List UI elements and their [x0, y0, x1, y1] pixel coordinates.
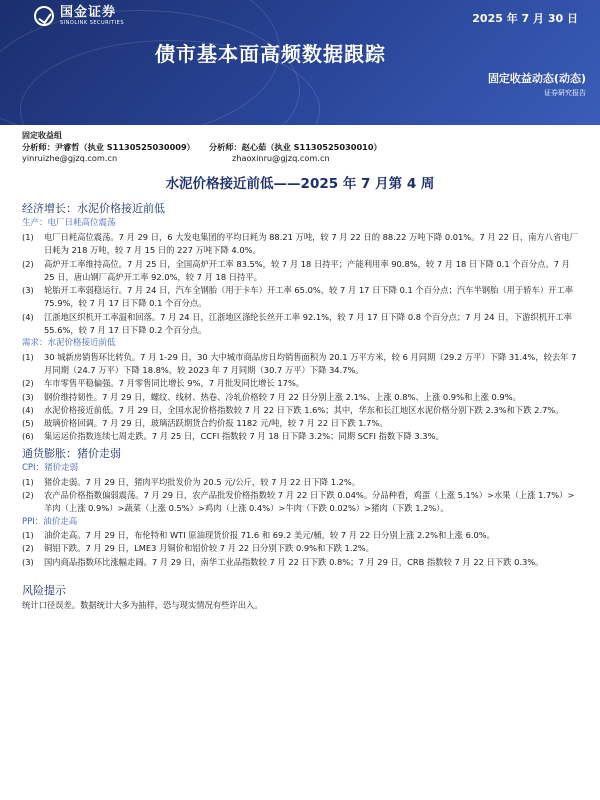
subsection-heading: 生产：电厂日耗高位震荡 — [22, 218, 116, 229]
report-content — [0, 128, 600, 611]
item-number: (1) — [22, 476, 34, 487]
item-number: (1) — [22, 232, 34, 243]
item-number: (2) — [22, 543, 34, 554]
research-group: 固定收益组 — [22, 131, 62, 140]
list-item — [22, 231, 578, 258]
item-number: (4) — [22, 404, 34, 415]
item-text: 车市零售平稳偏强。7 月零售同比增长 9%，7 月批发同比增长 17%。 — [44, 378, 305, 389]
item-number: (5) — [22, 418, 34, 429]
list-item — [22, 542, 578, 555]
list-item — [22, 284, 578, 311]
item-number: (2) — [22, 378, 34, 389]
report-type: 证券研究报告 — [544, 89, 586, 97]
report-category: 固定收益动态(动态) — [487, 72, 586, 85]
item-number: (3) — [22, 391, 34, 402]
item-text: 铜铝下跌。7 月 29 日，LME3 月铜价和铝价较 7 月 22 日分别下跌 0.9%和下跌 1.2%。 — [44, 543, 374, 554]
list-item — [22, 476, 578, 489]
item-text: 集运运价指数连续七周走跌。7 月 25 日，CCFI 指数较 7 月 18 日下降 3.2%；同期 SCFI 指数下降 3.3%。 — [44, 431, 444, 442]
item-number: (6) — [22, 431, 34, 442]
subsection-heading: PPI：油价走高 — [22, 516, 78, 527]
item-text: 猪价走弱。7 月 29 日，猪肉平均批发价为 20.5 元/公斤，较 7 月 22 日下降 1.2%。 — [44, 476, 361, 487]
item-text: 电厂日耗高位震荡。7 月 29 日，6 大发电集团的平均日耗为 88.21 万吨，较 7 月 22 日的 88.22 万吨下降 0.01%。7 月 22 日，南方八省电厂日耗为 218 万吨，较 7 月 15 日的 227 万吨下降 4.0%。 — [44, 232, 578, 256]
section-heading: 经济增长：水泥价格接近前低 — [22, 201, 165, 215]
item-text: 30 城新房销售环比转负。7 月 1-29 日，30 大中城市商品房日均销售面积为 20.1 万平方米，较 6 月同期（29.2 万平）下降 31.4%，较去年 7 月同期（24.7 万平）下降 18.8%，较 2023 年 7 月同期（30.7 万平）下降 34.7%。 — [44, 351, 577, 376]
banner-title: 债市基本面高频数据跟踪 — [155, 42, 386, 66]
report-date: 2025 年 7 月 30 日 — [472, 12, 578, 25]
item-number: (2) — [22, 489, 34, 500]
subsection-heading: 需求：水泥价格接近前低 — [22, 338, 116, 349]
item-text: 国内商品指数环比涨幅走阔。7 月 29 日，南华工业品指数较 7 月 22 日下跌 0.8%；7 月 29 日，CRB 指数较 7 月 22 日下跌 0.3%。 — [44, 556, 544, 567]
analyst-1: 分析师：尹睿哲（执业 S1130525030009） — [22, 141, 195, 152]
item-number: (2) — [22, 258, 34, 269]
list-item — [22, 430, 578, 443]
list-item — [22, 391, 578, 404]
analyst-2: 分析师：赵心茹（执业 S1130525030010） — [208, 141, 382, 152]
logo-name: 国金证券 — [60, 5, 117, 20]
logo-english-name: SINOLINK SECURITIES — [60, 20, 124, 26]
item-number: (4) — [22, 311, 34, 322]
item-text: 轮胎开工率弱稳运行。7 月 24 日，汽车全钢胎（用于卡车）开工率 65.0%，较 7 月 17 日下降 0.1 个百分点；汽车半钢胎（用于轿车）开工率 75.9%，较 7 月 17 日下降 0.1 个百分点。 — [44, 285, 574, 309]
report-title: 水泥价格接近前低——2025 年 7 月第 4 周 — [165, 176, 435, 193]
item-text: 钢价维持韧性。7 月 29 日，螺纹、线材、热卷、冷轧价格较 7 月 22 日分别上涨 2.1%、上涨 0.8%、上涨 0.9%和上涨 0.9%。 — [44, 391, 521, 402]
list-item — [22, 417, 578, 430]
list-item — [22, 258, 578, 285]
risk-text: 统计口径误差。数据统计大多为抽样，恐与现实情况有些许出入。 — [22, 599, 263, 610]
header-banner — [0, 0, 600, 125]
analyst-2-email[interactable]: zhaoxinru@gjzq.com.cn — [232, 153, 330, 164]
section-heading: 通货膨胀：猪价走弱 — [22, 446, 121, 460]
analyst-row — [22, 142, 578, 154]
logo-icon — [34, 6, 54, 26]
list-item — [22, 556, 578, 569]
item-number: (3) — [22, 556, 34, 567]
analyst-1-email[interactable]: yinruizhe@gjzq.com.cn — [22, 153, 118, 164]
item-number: (1) — [22, 351, 34, 362]
risk-heading: 风险提示 — [22, 583, 66, 597]
list-item — [22, 311, 578, 338]
list-item — [22, 377, 578, 390]
item-text: 油价走高。7 月 29 日，布伦特和 WTI 原油现货价报 71.6 和 69.2 美元/桶，较 7 月 22 日分别上涨 2.2%和上涨 6.0%。 — [44, 530, 495, 541]
list-item — [22, 404, 578, 417]
item-text: 高炉开工率维持高位。7 月 25 日，全国高炉开工率 83.5%，较 7 月 18 日持平；产能利用率 90.8%，较 7 月 18 日下降 0.1 个百分点。7 月 25 日，唐山钢厂高炉开工率 92.0%，较 7 月 18 日持平。 — [44, 258, 570, 282]
item-number: (3) — [22, 285, 34, 296]
list-item — [22, 489, 578, 516]
company-logo — [34, 6, 124, 26]
item-text: 江浙地区织机开工率温和回落。7 月 24 日，江浙地区涤纶长丝开工率 92.1%，较 7 月 17 日下降 0.8 个百分点；7 月 24 日，下游织机开工率 55.6%，较 7 月 17 日下降 0.2 个百分点。 — [44, 311, 572, 335]
subsection-heading: CPI：猪价走弱 — [22, 463, 79, 474]
email-row — [22, 153, 578, 165]
list-item — [22, 529, 578, 542]
item-text: 水泥价格接近前低。7 月 29 日，全国水泥价格指数较 7 月 22 日下跌 1.6%；其中，华东和长江地区水泥价格分别下跌 2.3%和下跌 2.7%。 — [44, 404, 564, 415]
item-text: 玻璃价格回调。7 月 29 日，玻璃活跃期货合约价报 1182 元/吨，较 7 月 22 日下跌 1.7%。 — [44, 418, 388, 429]
item-text: 农产品价格指数偏弱震荡。7 月 29 日，农产品批发价格指数较 7 月 22 日下跌 0.04%。分品种看，鸡蛋（上涨 5.1%）>水果（上涨 1.7%）>羊肉（上涨 0.9%）>蔬菜（上涨 0.5%）>鸡肉（上涨 0.4%）>牛肉（下跌 0.02%）>猪肉（下跌 1.2%）。 — [44, 489, 575, 514]
list-item — [22, 351, 578, 378]
item-number: (1) — [22, 530, 34, 541]
